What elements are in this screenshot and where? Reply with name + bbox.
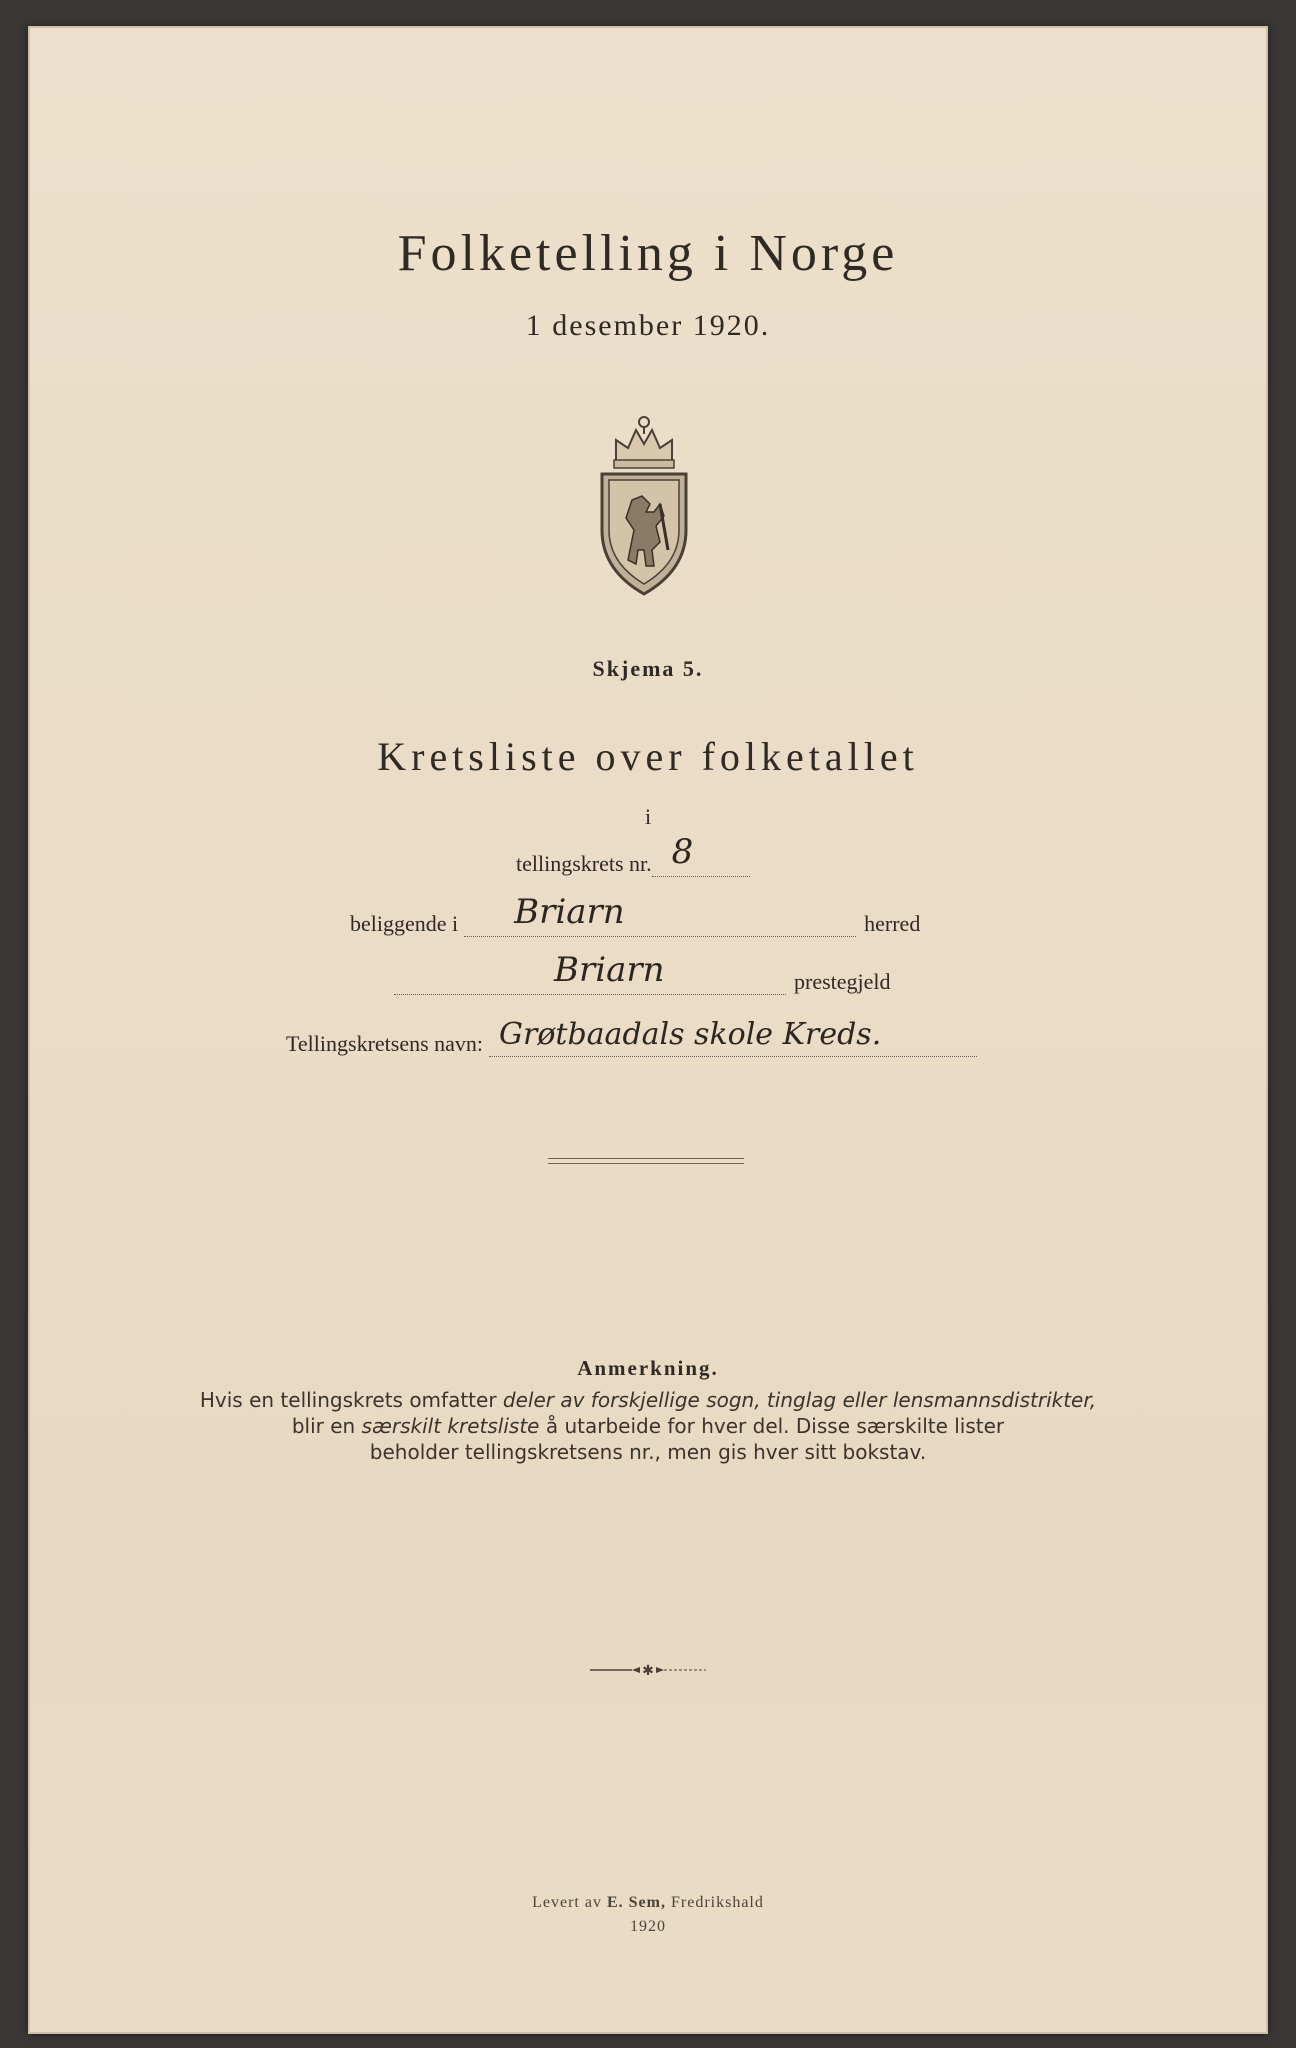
printer-credit	[28, 1894, 1268, 1912]
census-form-page	[28, 26, 1268, 2034]
navn-label: Tellingskretsens navn:	[286, 1031, 484, 1056]
ornament-icon	[588, 1660, 708, 1680]
field-kretsnavn	[286, 1016, 977, 1057]
coat-of-arms-icon	[594, 400, 694, 600]
note-title: Anmerkning.	[577, 1356, 719, 1380]
census-date: 1 desember 1920.	[525, 309, 771, 342]
prestegjeld-value-line	[394, 950, 786, 995]
printer-prefix: Levert av	[532, 1894, 607, 1911]
note-line-2	[28, 1413, 1268, 1439]
krets-value-line	[652, 832, 750, 877]
prestegjeld-label: prestegjeld	[794, 969, 891, 994]
beliggende-label: beliggende i	[350, 911, 459, 936]
divider-double-line	[548, 1158, 744, 1164]
printer-name: E. Sem,	[606, 1894, 666, 1911]
navn-value-line	[489, 1016, 977, 1057]
herred-value: Briarn	[514, 892, 625, 932]
note-line-2-italic: særskilt kretsliste	[361, 1414, 540, 1438]
field-tellingskrets	[516, 832, 750, 877]
herred-label: herred	[864, 911, 921, 936]
field-prestegjeld	[394, 950, 891, 995]
note-line-1-text: Hvis en tellingskrets omfatter	[199, 1388, 503, 1412]
navn-value: Grøtbaadals skole Kreds.	[499, 1017, 882, 1052]
note-line-1	[28, 1387, 1268, 1413]
note-line-2-text: blir en	[291, 1414, 362, 1438]
printer-place: Fredrikshald	[665, 1894, 764, 1911]
note-line-2-rest: å utarbeide for hver del. Disse særskilte lister	[539, 1414, 1005, 1438]
form-subtitle: Kretsliste over folketallet	[377, 734, 919, 779]
herred-value-line	[464, 892, 856, 937]
krets-value: 8	[671, 832, 694, 872]
prestegjeld-value: Briarn	[554, 950, 665, 990]
note-line-1-italic: deler av forskjellige sogn, tinglag eller lensmannsdistrikter,	[502, 1388, 1097, 1412]
note-line-3: beholder tellingskretsens nr., men gis hver sitt bokstav.	[369, 1440, 927, 1464]
svg-text:✱: ✱	[642, 1663, 654, 1679]
printer-year: 1920	[630, 1918, 666, 1935]
field-herred	[350, 892, 921, 937]
schema-number: Skjema 5.	[592, 656, 704, 681]
preposition: i	[644, 804, 652, 829]
krets-label: tellingskrets nr.	[516, 851, 652, 876]
page-title: Folketelling i Norge	[397, 225, 899, 282]
